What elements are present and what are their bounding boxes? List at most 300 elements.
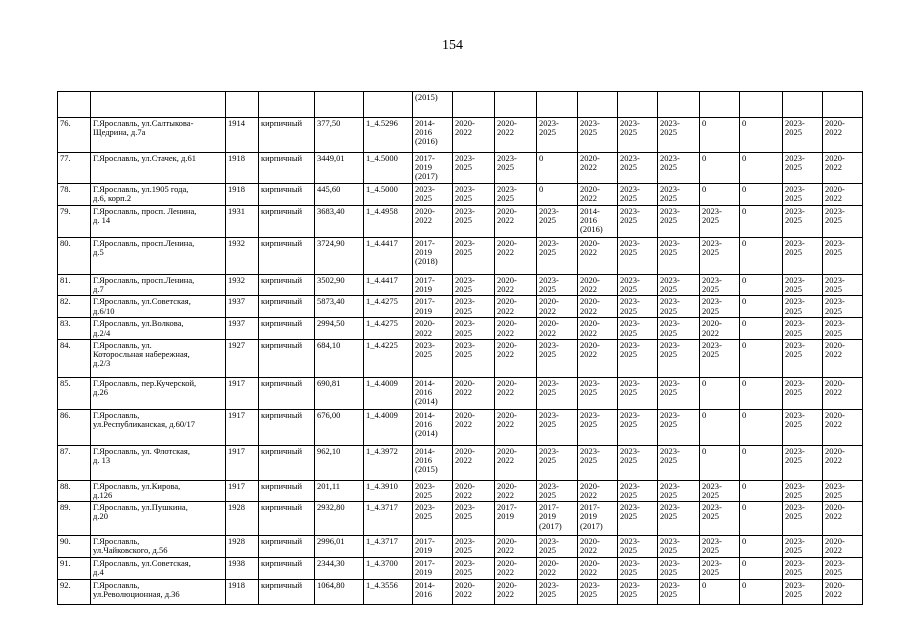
period-cell: 0	[740, 445, 783, 480]
period-cell: 2023- 2025	[618, 502, 658, 536]
period-cell: 2023- 2025	[783, 377, 823, 409]
period-cell: 2020- 2022	[823, 536, 863, 557]
year-cell: 1918	[226, 153, 259, 184]
period-cell: 2023- 2025	[783, 184, 823, 206]
year-cell: 1937	[226, 318, 259, 339]
period-cell: 2023- 2025	[413, 502, 453, 536]
period-cell: 2017- 2019 (2017)	[578, 502, 618, 536]
period-cell: 2023- 2025	[783, 153, 823, 184]
period-cell: 2023- 2025	[783, 118, 823, 153]
period-cell: 2023- 2025	[618, 238, 658, 275]
period-cell: 2023- 2025	[618, 480, 658, 501]
table-row	[58, 579, 863, 604]
period-cell: 2023- 2025	[700, 480, 740, 501]
period-cell: 2023- 2025	[823, 238, 863, 275]
code-cell: 1_4.4225	[364, 339, 413, 377]
code-cell: 1_4.5000	[364, 184, 413, 206]
period-cell: 2020- 2022	[578, 557, 618, 579]
period-cell: 2020- 2022	[537, 318, 578, 339]
table-row	[58, 153, 863, 184]
period-cell: 2023- 2025	[783, 536, 823, 557]
address-cell: Г.Ярославль, ул.Республиканская, д.60/17	[91, 409, 226, 445]
area-cell: 962,10	[315, 445, 364, 480]
row-number: 92.	[58, 579, 91, 604]
period-cell: 2023- 2025	[783, 275, 823, 296]
period-cell: 2020- 2022	[495, 238, 537, 275]
table-row	[58, 409, 863, 445]
table-row	[58, 480, 863, 501]
area-cell: 5873,40	[315, 296, 364, 318]
address-cell: Г.Ярославль, пер.Кучерской, д.26	[91, 377, 226, 409]
period-cell: 2023- 2025	[658, 377, 700, 409]
period-cell: 2023- 2025	[783, 480, 823, 501]
period-cell: 2020- 2022	[495, 409, 537, 445]
period-cell: 2023- 2025	[618, 118, 658, 153]
material-cell: кирпичный	[259, 339, 315, 377]
period-cell: 2023- 2025	[618, 536, 658, 557]
year-cell: 1932	[226, 275, 259, 296]
period-cell: 2020- 2022	[537, 557, 578, 579]
period-cell: 2023- 2025	[453, 318, 495, 339]
table-row	[58, 296, 863, 318]
period-cell: 2020- 2022	[823, 339, 863, 377]
period-cell: 2023- 2025	[453, 184, 495, 206]
area-cell: 2932,80	[315, 502, 364, 536]
period-cell: 0	[740, 377, 783, 409]
address-cell: Г.Ярославль, ул. Флотская, д. 13	[91, 445, 226, 480]
period-cell: 2023- 2025	[783, 557, 823, 579]
period-cell: 2023- 2025	[453, 339, 495, 377]
period-cell: 2023- 2025	[823, 206, 863, 238]
period-cell: 2020- 2022	[578, 536, 618, 557]
material-cell: кирпичный	[259, 502, 315, 536]
period-cell: 2023- 2025	[658, 536, 700, 557]
period-cell: 2023- 2025	[700, 206, 740, 238]
period-cell: 2014- 2016 (2015)	[413, 445, 453, 480]
table-row	[58, 206, 863, 238]
row-number: 89.	[58, 502, 91, 536]
period-cell: 2023- 2025	[618, 153, 658, 184]
period-cell: 2023- 2025	[783, 238, 823, 275]
period-cell: 2020- 2022	[453, 377, 495, 409]
period-cell: 2023- 2025	[453, 275, 495, 296]
period-cell: 2017- 2019 (2017)	[537, 502, 578, 536]
period-cell: 2023- 2025	[700, 238, 740, 275]
period-cell: 2017- 2019 (2017)	[413, 153, 453, 184]
code-cell: 1_4.4009	[364, 409, 413, 445]
period-cell: 2020- 2022	[495, 275, 537, 296]
period-cell: 2023- 2025	[537, 238, 578, 275]
period-cell: 2023- 2025	[578, 377, 618, 409]
period-cell: 2023- 2025	[537, 118, 578, 153]
period-cell: 0	[700, 377, 740, 409]
row-number: 77.	[58, 153, 91, 184]
period-cell: 2020- 2022	[453, 409, 495, 445]
period-cell: 2017- 2019 (2018)	[413, 238, 453, 275]
period-cell: 2023- 2025	[658, 557, 700, 579]
period-cell: 2020- 2022	[823, 118, 863, 153]
period-cell: 2023- 2025	[618, 206, 658, 238]
row-number: 78.	[58, 184, 91, 206]
period-cell: 2020- 2022	[453, 579, 495, 604]
period-cell: 2023- 2025	[823, 480, 863, 501]
material-cell: кирпичный	[259, 318, 315, 339]
period-cell: 2023- 2025	[783, 579, 823, 604]
period-cell: 2023- 2025	[700, 557, 740, 579]
table-row	[58, 318, 863, 339]
page-number: 154	[442, 38, 463, 53]
row-number: 76.	[58, 118, 91, 153]
area-cell: 3502,90	[315, 275, 364, 296]
period-cell: 2023- 2025	[658, 118, 700, 153]
period-cell: 2023- 2025	[658, 318, 700, 339]
area-cell: 2344,30	[315, 557, 364, 579]
row-number: 84.	[58, 339, 91, 377]
period-cell: 2023- 2025	[578, 118, 618, 153]
period-cell: 2023- 2025	[823, 557, 863, 579]
period-cell: 2023- 2025	[413, 339, 453, 377]
period-cell: 2023- 2025	[700, 536, 740, 557]
period-cell: 2020- 2022	[495, 118, 537, 153]
code-cell: 1_4.3717	[364, 502, 413, 536]
table-row	[58, 536, 863, 557]
period-cell: 2020- 2022	[495, 377, 537, 409]
area-cell: 690,81	[315, 377, 364, 409]
year-cell: 1927	[226, 339, 259, 377]
period-cell: 0	[700, 579, 740, 604]
year-cell: 1917	[226, 409, 259, 445]
row-number: 83.	[58, 318, 91, 339]
period-cell: 2020- 2022	[700, 318, 740, 339]
period-cell: 2023- 2025	[783, 296, 823, 318]
code-cell: 1_4.4417	[364, 238, 413, 275]
year-cell: 1932	[226, 238, 259, 275]
period-cell: 0	[740, 184, 783, 206]
table-cell: (2015)	[413, 92, 453, 118]
period-cell: 2023- 2025	[658, 153, 700, 184]
year-cell: 1928	[226, 536, 259, 557]
period-cell: 2020- 2022	[537, 296, 578, 318]
code-cell: 1_4.3700	[364, 557, 413, 579]
material-cell: кирпичный	[259, 480, 315, 501]
period-cell: 2020- 2022	[578, 318, 618, 339]
period-cell: 2023- 2025	[823, 296, 863, 318]
row-number: 81.	[58, 275, 91, 296]
material-cell: кирпичный	[259, 536, 315, 557]
period-cell: 2023- 2025	[658, 579, 700, 604]
code-cell: 1_4.3972	[364, 445, 413, 480]
period-cell: 2023- 2025	[578, 409, 618, 445]
period-cell: 2023- 2025	[413, 184, 453, 206]
period-cell: 2020- 2022	[823, 445, 863, 480]
table-row	[58, 339, 863, 377]
period-cell: 0	[740, 579, 783, 604]
period-cell: 2020- 2022	[413, 206, 453, 238]
period-cell: 2020- 2022	[413, 318, 453, 339]
period-cell: 2023- 2025	[618, 318, 658, 339]
period-cell: 2023- 2025	[658, 275, 700, 296]
area-cell: 684,10	[315, 339, 364, 377]
address-cell: Г.Ярославль, ул.Стачек, д.61	[91, 153, 226, 184]
table-row-continuation	[58, 92, 863, 118]
period-cell: 2017- 2019	[413, 275, 453, 296]
period-cell: 2023- 2025	[618, 377, 658, 409]
period-cell: 0	[740, 557, 783, 579]
area-cell: 3683,40	[315, 206, 364, 238]
period-cell: 2017- 2019	[413, 296, 453, 318]
period-cell: 2023- 2025	[783, 445, 823, 480]
period-cell: 2020- 2022	[578, 480, 618, 501]
code-cell: 1_4.4275	[364, 318, 413, 339]
period-cell: 2023- 2025	[495, 153, 537, 184]
material-cell: кирпичный	[259, 118, 315, 153]
address-cell: Г.Ярославль, ул.Пушкина, д.20	[91, 502, 226, 536]
period-cell: 2023- 2025	[537, 206, 578, 238]
period-cell: 0	[700, 184, 740, 206]
address-cell: Г.Ярославль, ул. Которосльная набережная, д.2/3	[91, 339, 226, 377]
table-row	[58, 502, 863, 536]
table-row	[58, 238, 863, 275]
row-number: 91.	[58, 557, 91, 579]
year-cell: 1928	[226, 502, 259, 536]
buildings-table	[57, 91, 863, 605]
period-cell: 2014- 2016	[413, 579, 453, 604]
period-cell: 2014- 2016 (2016)	[413, 118, 453, 153]
code-cell: 1_4.3910	[364, 480, 413, 501]
period-cell: 2020- 2022	[823, 153, 863, 184]
period-cell: 2023- 2025	[658, 502, 700, 536]
period-cell: 0	[700, 409, 740, 445]
period-cell: 2023- 2025	[658, 206, 700, 238]
period-cell: 2023- 2025	[453, 238, 495, 275]
period-cell: 0	[740, 296, 783, 318]
period-cell: 2023- 2025	[537, 339, 578, 377]
period-cell: 2020- 2022	[823, 579, 863, 604]
period-cell: 2020- 2022	[823, 377, 863, 409]
period-cell: 2023- 2025	[658, 238, 700, 275]
address-cell: Г.Ярославль, ул.1905 года, д.6, корп.2	[91, 184, 226, 206]
period-cell: 2023- 2025	[537, 536, 578, 557]
period-cell: 0	[740, 153, 783, 184]
period-cell: 2020- 2022	[495, 579, 537, 604]
period-cell: 2023- 2025	[823, 318, 863, 339]
period-cell: 2023- 2025	[700, 502, 740, 536]
material-cell: кирпичный	[259, 409, 315, 445]
period-cell: 2023- 2025	[537, 579, 578, 604]
period-cell: 2023- 2025	[618, 275, 658, 296]
code-cell: 1_4.4275	[364, 296, 413, 318]
period-cell: 0	[700, 445, 740, 480]
period-cell: 2020- 2022	[495, 339, 537, 377]
year-cell: 1918	[226, 579, 259, 604]
period-cell: 2020- 2022	[578, 153, 618, 184]
address-cell: Г.Ярославль, просп.Ленина, д.7	[91, 275, 226, 296]
row-number: 88.	[58, 480, 91, 501]
period-cell: 2023- 2025	[578, 445, 618, 480]
period-cell: 2023- 2025	[783, 318, 823, 339]
material-cell: кирпичный	[259, 275, 315, 296]
area-cell: 201,11	[315, 480, 364, 501]
address-cell: Г.Ярославль, просп. Ленина, д. 14	[91, 206, 226, 238]
year-cell: 1917	[226, 445, 259, 480]
period-cell: 2017- 2019	[413, 536, 453, 557]
period-cell: 2023- 2025	[578, 579, 618, 604]
period-cell: 2017- 2019	[413, 557, 453, 579]
table-body	[58, 92, 863, 605]
period-cell: 0	[740, 275, 783, 296]
table-row	[58, 275, 863, 296]
material-cell: кирпичный	[259, 377, 315, 409]
period-cell: 2014- 2016 (2014)	[413, 409, 453, 445]
material-cell: кирпичный	[259, 153, 315, 184]
area-cell: 2994,50	[315, 318, 364, 339]
period-cell: 2023- 2025	[700, 275, 740, 296]
period-cell: 2020- 2022	[495, 480, 537, 501]
period-cell: 2023- 2025	[537, 409, 578, 445]
material-cell: кирпичный	[259, 445, 315, 480]
row-number: 79.	[58, 206, 91, 238]
material-cell: кирпичный	[259, 184, 315, 206]
period-cell: 2023- 2025	[700, 339, 740, 377]
period-cell: 2020- 2022	[823, 409, 863, 445]
code-cell: 1_4.5296	[364, 118, 413, 153]
period-cell: 2023- 2025	[618, 579, 658, 604]
area-cell: 3449,01	[315, 153, 364, 184]
period-cell: 0	[740, 502, 783, 536]
period-cell: 2023- 2025	[658, 409, 700, 445]
row-number: 86.	[58, 409, 91, 445]
period-cell: 2020- 2022	[495, 206, 537, 238]
table-row	[58, 557, 863, 579]
period-cell: 0	[740, 318, 783, 339]
period-cell: 2023- 2025	[658, 480, 700, 501]
table-row	[58, 184, 863, 206]
area-cell: 676,00	[315, 409, 364, 445]
material-cell: кирпичный	[259, 296, 315, 318]
period-cell: 2023- 2025	[658, 445, 700, 480]
period-cell: 2020- 2022	[823, 502, 863, 536]
period-cell: 2020- 2022	[453, 118, 495, 153]
table-row	[58, 118, 863, 153]
code-cell: 1_4.4009	[364, 377, 413, 409]
period-cell: 2023- 2025	[453, 502, 495, 536]
period-cell: 0	[740, 536, 783, 557]
table-row	[58, 445, 863, 480]
area-cell: 445,60	[315, 184, 364, 206]
row-number: 85.	[58, 377, 91, 409]
table-row	[58, 377, 863, 409]
period-cell: 2020- 2022	[495, 557, 537, 579]
period-cell: 2023- 2025	[618, 296, 658, 318]
period-cell: 2023- 2025	[618, 445, 658, 480]
address-cell: Г.Ярославль, ул.Советская, д.4	[91, 557, 226, 579]
period-cell: 2023- 2025	[618, 557, 658, 579]
period-cell: 2023- 2025	[537, 480, 578, 501]
period-cell: 2023- 2025	[783, 206, 823, 238]
period-cell: 2023- 2025	[537, 275, 578, 296]
address-cell: Г.Ярославль, ул.Салтыкова- Щедрина, д.7а	[91, 118, 226, 153]
period-cell: 2023- 2025	[700, 296, 740, 318]
period-cell: 0	[537, 153, 578, 184]
period-cell: 0	[700, 153, 740, 184]
period-cell: 0	[740, 339, 783, 377]
period-cell: 0	[740, 480, 783, 501]
material-cell: кирпичный	[259, 206, 315, 238]
year-cell: 1938	[226, 557, 259, 579]
address-cell: Г.Ярославль, ул.Чайковского, д.56	[91, 536, 226, 557]
period-cell: 2023- 2025	[618, 409, 658, 445]
period-cell: 2020- 2022	[578, 238, 618, 275]
period-cell: 2023- 2025	[783, 339, 823, 377]
code-cell: 1_4.3556	[364, 579, 413, 604]
year-cell: 1917	[226, 480, 259, 501]
period-cell: 2023- 2025	[413, 480, 453, 501]
row-number: 87.	[58, 445, 91, 480]
area-cell: 2996,01	[315, 536, 364, 557]
period-cell: 2023- 2025	[658, 184, 700, 206]
period-cell: 0	[740, 238, 783, 275]
period-cell: 2020- 2022	[453, 445, 495, 480]
period-cell: 2023- 2025	[537, 377, 578, 409]
period-cell: 2014- 2016 (2014)	[413, 377, 453, 409]
period-cell: 2023- 2025	[453, 153, 495, 184]
material-cell: кирпичный	[259, 557, 315, 579]
material-cell: кирпичный	[259, 579, 315, 604]
address-cell: Г.Ярославль, ул.Революционная, д.36	[91, 579, 226, 604]
period-cell: 0	[740, 118, 783, 153]
code-cell: 1_4.4958	[364, 206, 413, 238]
address-cell: Г.Ярославль, ул.Кирова, д.126	[91, 480, 226, 501]
address-cell: Г.Ярославль, ул.Волкова, д.2/4	[91, 318, 226, 339]
period-cell: 2020- 2022	[495, 445, 537, 480]
period-cell: 0	[740, 206, 783, 238]
row-number: 82.	[58, 296, 91, 318]
code-cell: 1_4.3717	[364, 536, 413, 557]
period-cell: 2020- 2022	[495, 536, 537, 557]
period-cell: 2023- 2025	[453, 536, 495, 557]
area-cell: 1064,80	[315, 579, 364, 604]
period-cell: 0	[537, 184, 578, 206]
period-cell: 2023- 2025	[783, 502, 823, 536]
period-cell: 0	[740, 409, 783, 445]
year-cell: 1918	[226, 184, 259, 206]
period-cell: 2020- 2022	[823, 184, 863, 206]
period-cell: 2023- 2025	[618, 184, 658, 206]
year-cell: 1917	[226, 377, 259, 409]
row-number: 90.	[58, 536, 91, 557]
period-cell: 2023- 2025	[453, 557, 495, 579]
period-cell: 2020- 2022	[495, 296, 537, 318]
period-cell: 2020- 2022	[578, 275, 618, 296]
period-cell: 0	[700, 118, 740, 153]
period-cell: 2020- 2022	[578, 339, 618, 377]
period-cell: 2014- 2016 (2016)	[578, 206, 618, 238]
address-cell: Г.Ярославль, ул.Советская, д.6/10	[91, 296, 226, 318]
period-cell: 2023- 2025	[453, 296, 495, 318]
period-cell: 2017- 2019	[495, 502, 537, 536]
address-cell: Г.Ярославль, просп.Ленина, д.5	[91, 238, 226, 275]
year-cell: 1931	[226, 206, 259, 238]
period-cell: 2023- 2025	[495, 184, 537, 206]
period-cell: 2023- 2025	[618, 339, 658, 377]
row-number: 80.	[58, 238, 91, 275]
period-cell: 2023- 2025	[658, 296, 700, 318]
period-cell: 2023- 2025	[823, 275, 863, 296]
area-cell: 3724,90	[315, 238, 364, 275]
code-cell: 1_4.5000	[364, 153, 413, 184]
year-cell: 1937	[226, 296, 259, 318]
code-cell: 1_4.4417	[364, 275, 413, 296]
